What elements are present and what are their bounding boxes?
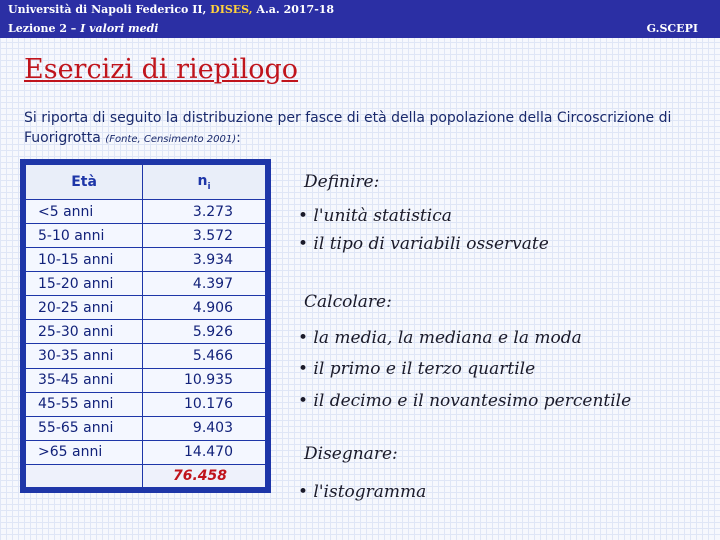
age-band-cell: 35-45 anni	[26, 368, 143, 392]
age-band-cell: <5 anni	[26, 200, 143, 224]
header-institution	[8, 3, 334, 16]
header-lesson	[8, 22, 158, 35]
task-item: • il decimo e il novantesimo percentile	[298, 391, 632, 411]
table-total-row	[26, 465, 266, 488]
section-heading-definire: Definire:	[304, 172, 380, 192]
column-header-age: Età	[26, 165, 143, 200]
table-body	[26, 200, 266, 465]
task-item: • l'istogramma	[298, 482, 427, 502]
age-band-cell: 10-15 anni	[26, 248, 143, 272]
section-heading-calcolare: Calcolare:	[304, 292, 392, 312]
age-band-cell: 5-10 anni	[26, 224, 143, 248]
intro-paragraph	[24, 108, 704, 150]
table-row	[26, 272, 266, 296]
university-name: Università di Napoli Federico II,	[8, 3, 207, 16]
table-row	[26, 224, 266, 248]
slide-title: Esercizi di riepilogo	[24, 54, 299, 85]
frequency-cell: 3.572	[143, 224, 266, 248]
table-row	[26, 392, 266, 416]
table-row	[26, 368, 266, 392]
table-row	[26, 320, 266, 344]
frequency-cell: 3.934	[143, 248, 266, 272]
table-row	[26, 344, 266, 368]
age-band-cell: >65 anni	[26, 440, 143, 464]
frequency-cell: 3.273	[143, 200, 266, 224]
table-row	[26, 296, 266, 320]
section-heading-disegnare: Disegnare:	[304, 444, 398, 464]
table-row	[26, 440, 266, 464]
table-header-row	[26, 165, 266, 200]
lesson-number: Lezione 2 –	[8, 22, 81, 35]
frequency-cell: 10.935	[143, 368, 266, 392]
total-value: 76.458	[143, 465, 266, 488]
table-row	[26, 200, 266, 224]
intro-source: (Fonte, Censimento 2001)	[105, 134, 237, 145]
table-row	[26, 416, 266, 440]
frequency-cell: 10.176	[143, 392, 266, 416]
distribution-table-frame	[20, 159, 271, 493]
task-item: • la media, la mediana e la moda	[298, 328, 582, 348]
age-band-cell: 55-65 anni	[26, 416, 143, 440]
frequency-cell: 4.906	[143, 296, 266, 320]
column-header-subscript: i	[207, 181, 211, 192]
lesson-subtitle: I valori medi	[80, 22, 159, 35]
distribution-table	[25, 164, 266, 488]
slide-header	[0, 0, 720, 38]
age-band-cell: 30-35 anni	[26, 344, 143, 368]
age-band-cell: 25-30 anni	[26, 320, 143, 344]
age-band-cell: 45-55 anni	[26, 392, 143, 416]
frequency-cell: 4.397	[143, 272, 266, 296]
department-name: DISES,	[210, 3, 253, 16]
total-label-cell	[26, 465, 143, 488]
frequency-cell: 9.403	[143, 416, 266, 440]
frequency-cell: 5.466	[143, 344, 266, 368]
frequency-cell: 14.470	[143, 440, 266, 464]
age-band-cell: 20-25 anni	[26, 296, 143, 320]
intro-text: Si riporta di seguito la distribuzione per fasce di età della popolazione della Circoscrizione di Fuorigrotta	[24, 110, 672, 146]
task-item: • il primo e il terzo quartile	[298, 359, 536, 379]
table-row	[26, 248, 266, 272]
task-item: • l'unità statistica	[298, 206, 452, 226]
intro-end: :	[236, 130, 241, 146]
author-label: G.SCEPI	[646, 22, 698, 35]
task-item: • il tipo di variabili osservate	[298, 234, 549, 254]
column-header-frequency	[143, 165, 266, 200]
frequency-cell: 5.926	[143, 320, 266, 344]
academic-year: A.a. 2017-18	[256, 3, 335, 16]
age-band-cell: 15-20 anni	[26, 272, 143, 296]
column-header-n: n	[197, 172, 208, 189]
